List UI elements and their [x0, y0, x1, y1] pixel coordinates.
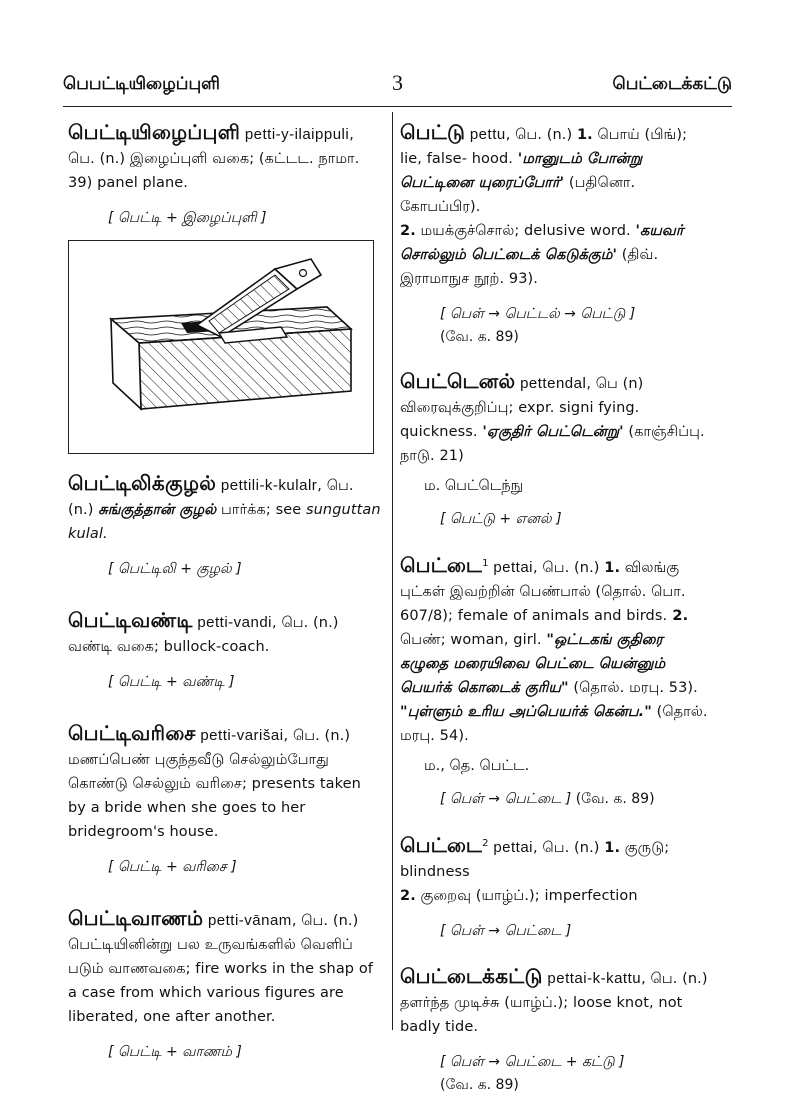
- grammar: , பெ (n): [586, 376, 644, 392]
- etymology: [ பெட்டி + வாணம் ]: [108, 1044, 242, 1060]
- wood-plane-icon: [69, 241, 373, 453]
- entry-pettai-1: [400, 552, 710, 810]
- headword: பெட்டைக்கட்டு: [400, 963, 543, 988]
- source: (தொல். மரபு. 53).: [568, 679, 698, 696]
- reference: (வே. க. 89): [440, 1076, 519, 1093]
- definition: குருடு; blindness: [400, 839, 670, 880]
- grammar: , பெ. (n.): [533, 839, 605, 856]
- sense-number: 2.: [400, 887, 416, 904]
- transliteration: pettai: [493, 838, 534, 856]
- definition: பொய் (பிங்); lie, false- hood.: [400, 127, 688, 167]
- etymology: [ பெள் → பெட்டை ]: [440, 922, 572, 939]
- transliteration: petti-y-ilaippuli: [244, 126, 350, 143]
- definition: பெட்டியினின்று பல உருவங்களில் வெளிப் படும் வாணவகை; fire works in the shap of a case from which various figures are liberated, one after another.: [68, 937, 373, 1025]
- entry-pettai-2: [400, 832, 710, 942]
- column-divider: [392, 112, 393, 1030]
- headword: பெட்டியிழைப்புளி: [68, 120, 241, 144]
- transliteration: pettili-k-kulalr: [220, 477, 318, 494]
- headword: பெட்டிவாணம்: [68, 906, 204, 930]
- grammar: , பெ. (n.): [283, 728, 351, 744]
- grammar: , பெ. (n.): [533, 559, 605, 576]
- transliteration: pettai: [493, 558, 534, 576]
- cognate: ம., தெ. பெட்ட.: [424, 757, 530, 774]
- sense-number: 1.: [576, 127, 593, 143]
- definition: பெண்; woman, girl.: [400, 631, 547, 648]
- entry-petti-vanam: [68, 906, 383, 1063]
- grammar: , பெ. (n.): [505, 127, 577, 143]
- headword: பெட்டு: [400, 120, 466, 144]
- headword: பெட்டை: [400, 832, 483, 857]
- etymology: [ பெட்டி + இழைப்புளி ]: [108, 210, 267, 226]
- quotation: 'கயவர் சொல்லும் பெட்டைக் கெடுக்கும்': [400, 223, 684, 263]
- quotation: 'மானுடம் போன்று பெட்டினை யுரைப்போர்': [400, 151, 643, 191]
- cross-reference: சுங்குத்தான் குழல்: [98, 502, 217, 518]
- etymology: [ பெள் → பெட்டை + கட்டு ]: [440, 1053, 625, 1070]
- entry-pettu: [400, 120, 710, 347]
- etymology: [ பெட்டு + எனல் ]: [440, 511, 562, 527]
- etymology: [ பெட்டி + வரிசை ]: [108, 859, 237, 875]
- definition: இழைப்புளி வகை; (கட்டட. நாமா. 39) panel plane.: [68, 151, 360, 191]
- sense-number: 1.: [604, 839, 621, 856]
- source: (தொல். மரபு. 54).: [400, 703, 708, 744]
- grammar: , பெ. (n.): [272, 615, 339, 631]
- wood-plane-figure: [68, 240, 374, 454]
- definition: தளர்ந்த முடிச்சு (யாழ்ப்.); loose knot, not badly tide.: [400, 994, 683, 1035]
- grammar: , பெ. (n.): [68, 127, 354, 167]
- header-right-guide-word: பெட்டைக்கட்டு: [612, 74, 732, 94]
- cognate: ம. பெட்டெந்நு: [424, 478, 524, 494]
- definition: விலங்கு புட்கள் இவற்றின் பெண்பால் (தொல். பொ. 607/8); female of animals and birds.: [400, 559, 686, 624]
- definition: குறைவு (யாழ்ப்.); imperfection: [415, 887, 638, 904]
- entry-pettai-k-kattu: [400, 964, 710, 1095]
- definition: வண்டி வகை; bullock-coach.: [68, 639, 270, 655]
- transliteration: pettai-k-kattu: [547, 969, 642, 987]
- headword: பெட்டை: [400, 552, 483, 577]
- grammar: , பெ. (n.): [291, 913, 359, 929]
- source: (திவ். இராமாநுச நூற். 93).: [400, 247, 659, 287]
- grammar: , பெ. (n.): [641, 970, 708, 987]
- entry-petti-ilaippuli: [68, 120, 383, 229]
- reference: (வே. க. 89): [440, 329, 519, 345]
- etymology: [ பெள் → பெட்டை ]: [440, 790, 572, 807]
- sense-number: 2.: [667, 607, 689, 624]
- transliteration: pettendal: [520, 375, 587, 392]
- etymology: [ பெட்டிலி + குழல் ]: [108, 561, 242, 577]
- cross-reference-roman: sunguttan kulal.: [68, 502, 381, 542]
- quotation: "ஒட்டகங் குதிரை கழுதை மரையிவை பெட்டை யென்னும் பெயர்க் கொடைக் குரிய": [400, 631, 666, 696]
- page-number: 3: [392, 70, 403, 95]
- definition: விரைவுக்குறிப்பு; expr. signi fying. quickness.: [400, 400, 640, 440]
- header-left-guide-word: பெபட்டியிழைப்புளி: [63, 74, 220, 94]
- transliteration: petti-vandi: [197, 614, 273, 631]
- source: (பதினொ. கோபப்பிர).: [400, 175, 636, 215]
- definition: மணப்பெண் புகுந்தவீடு செல்லும்போது கொண்டு செல்லும் வரிசை; presents taken by a bride when she goes to her bridegroom's house.: [68, 752, 361, 840]
- definition: பார்க்க; see: [216, 502, 306, 518]
- transliteration: petti-varišai: [200, 727, 284, 744]
- entry-pettili-kulal: [68, 471, 383, 580]
- entry-pettenal: [400, 369, 710, 530]
- grammar: , பெ. (n.): [68, 478, 354, 518]
- sense-number: 2.: [400, 223, 416, 239]
- header-rule: [63, 106, 732, 107]
- definition: மயக்குச்சொல்; delusive word.: [415, 223, 636, 239]
- reference: (வே. க. 89): [571, 790, 655, 807]
- transliteration: pettu: [469, 126, 506, 143]
- transliteration: petti-vānam: [207, 912, 292, 929]
- headword: பெட்டிலிக்குழல்: [68, 471, 217, 495]
- etymology: [ பெள் → பெட்டல் → பெட்டு ]: [440, 306, 636, 322]
- page-header: [63, 68, 732, 104]
- headword: பெட்டெனல்: [400, 369, 516, 393]
- homonym-number: 2: [482, 837, 489, 849]
- right-column: [400, 120, 710, 1095]
- entry-petti-vandi: [68, 608, 383, 693]
- quotation: "புள்ளும் உரிய அப்பெயர்க் கென்ப.": [400, 703, 652, 720]
- quotation: 'ஏகுதிர் பெட்டென்று': [482, 424, 624, 440]
- headword: பெட்டிவரிசை: [68, 721, 196, 745]
- etymology: [ பெட்டி + வண்டி ]: [108, 674, 235, 690]
- homonym-number: 1: [482, 558, 489, 569]
- entry-petti-varisai: [68, 721, 383, 878]
- source: (காஞ்சிப்பு. நாடு. 21): [400, 424, 705, 464]
- sense-number: 1.: [604, 559, 621, 576]
- headword: பெட்டிவண்டி: [68, 608, 193, 632]
